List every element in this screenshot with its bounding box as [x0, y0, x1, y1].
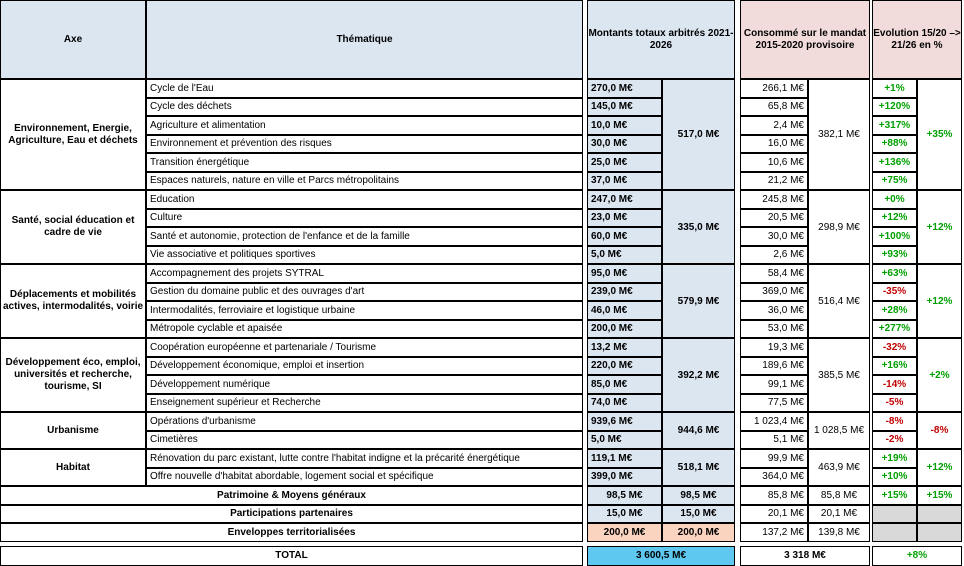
montant-value: 46,0 M€ — [587, 301, 662, 320]
consomme-total: 20,1 M€ — [808, 505, 870, 524]
axe-label: Urbanisme — [0, 412, 146, 449]
montant-value: 5,0 M€ — [587, 431, 662, 450]
evolution-value: +19% — [872, 449, 917, 468]
consomme-value: 20,5 M€ — [740, 209, 808, 228]
header-consomme: Consommé sur le mandat 2015-2020 provisoire — [740, 0, 870, 79]
thematique-label: Développement économique, emploi et insertion — [146, 357, 583, 376]
montant-value: 200,0 M€ — [587, 320, 662, 339]
consomme-value: 137,2 M€ — [740, 523, 808, 542]
montant-value: 119,1 M€ — [587, 449, 662, 468]
montant-value: 37,0 M€ — [587, 172, 662, 191]
thematique-label: Gestion du domaine public et des ouvrages d'art — [146, 283, 583, 302]
thematique-label: Transition énergétique — [146, 153, 583, 172]
thematique-label: Cimetières — [146, 431, 583, 450]
montant-value: 270,0 M€ — [587, 79, 662, 98]
montant-value: 25,0 M€ — [587, 153, 662, 172]
montant-value: 13,2 M€ — [587, 338, 662, 357]
montant-value: 200,0 M€ — [587, 523, 662, 542]
evolution-value: -14% — [872, 375, 917, 394]
evolution-total: +12% — [917, 449, 962, 486]
evolution-value: +0% — [872, 190, 917, 209]
single-label: Participations partenaires — [0, 505, 583, 524]
consomme-value: 245,8 M€ — [740, 190, 808, 209]
consomme-value: 85,8 M€ — [740, 486, 808, 505]
consomme-value: 19,3 M€ — [740, 338, 808, 357]
evolution-value: +1% — [872, 79, 917, 98]
total-label: TOTAL — [0, 546, 583, 566]
thematique-label: Offre nouvelle d'habitat abordable, logement social et spécifique — [146, 468, 583, 487]
evolution-value: +10% — [872, 468, 917, 487]
evolution-value: +63% — [872, 264, 917, 283]
axe-label: Santé, social éducation et cadre de vie — [0, 190, 146, 264]
montant-value: 30,0 M€ — [587, 135, 662, 154]
single-label: Patrimoine & Moyens généraux — [0, 486, 583, 505]
montant-value: 15,0 M€ — [587, 505, 662, 524]
evolution-value: +75% — [872, 172, 917, 191]
header-montants: Montants totaux arbitrés 2021-2026 — [587, 0, 735, 79]
consomme-value: 77,5 M€ — [740, 394, 808, 413]
axe-label: Développement éco, emploi, universités et recherche, tourisme, SI — [0, 338, 146, 412]
total-evolution: +8% — [872, 546, 962, 566]
montant-total: 15,0 M€ — [662, 505, 735, 524]
evolution-value: +28% — [872, 301, 917, 320]
thematique-label: Cycle de l'Eau — [146, 79, 583, 98]
consomme-total: 85,8 M€ — [808, 486, 870, 505]
thematique-label: Opérations d'urbanisme — [146, 412, 583, 431]
montant-value: 74,0 M€ — [587, 394, 662, 413]
montant-value: 220,0 M€ — [587, 357, 662, 376]
thematique-label: Culture — [146, 209, 583, 228]
montant-value: 399,0 M€ — [587, 468, 662, 487]
evolution-value: -5% — [872, 394, 917, 413]
thematique-label: Environnement et prévention des risques — [146, 135, 583, 154]
consomme-value: 53,0 M€ — [740, 320, 808, 339]
consomme-total: 516,4 M€ — [808, 264, 870, 338]
evolution-value: -35% — [872, 283, 917, 302]
thematique-label: Vie associative et politiques sportives — [146, 246, 583, 265]
axe-label: Habitat — [0, 449, 146, 486]
evolution-value: +12% — [872, 209, 917, 228]
consomme-value: 21,2 M€ — [740, 172, 808, 191]
consomme-value: 65,8 M€ — [740, 98, 808, 117]
consomme-value: 364,0 M€ — [740, 468, 808, 487]
montant-value: 23,0 M€ — [587, 209, 662, 228]
montant-value: 247,0 M€ — [587, 190, 662, 209]
consomme-value: 10,6 M€ — [740, 153, 808, 172]
evolution-value — [872, 505, 917, 524]
montant-total: 518,1 M€ — [662, 449, 735, 486]
thematique-label: Métropole cyclable et apaisée — [146, 320, 583, 339]
consomme-value: 369,0 M€ — [740, 283, 808, 302]
montant-value: 5,0 M€ — [587, 246, 662, 265]
consomme-value: 30,0 M€ — [740, 227, 808, 246]
montant-value: 10,0 M€ — [587, 116, 662, 135]
consomme-value: 36,0 M€ — [740, 301, 808, 320]
evolution-value: +136% — [872, 153, 917, 172]
evolution-total — [917, 505, 962, 524]
evolution-total: +15% — [917, 486, 962, 505]
evolution-value: -32% — [872, 338, 917, 357]
evolution-value: +15% — [872, 486, 917, 505]
evolution-total: -8% — [917, 412, 962, 449]
evolution-total: +12% — [917, 190, 962, 264]
header-axe: Axe — [0, 0, 146, 79]
montant-total: 392,2 M€ — [662, 338, 735, 412]
montant-value: 98,5 M€ — [587, 486, 662, 505]
thematique-label: Santé et autonomie, protection de l'enfance et de la famille — [146, 227, 583, 246]
montant-total: 944,6 M€ — [662, 412, 735, 449]
consomme-value: 1 023,4 M€ — [740, 412, 808, 431]
evolution-value: +277% — [872, 320, 917, 339]
thematique-label: Agriculture et alimentation — [146, 116, 583, 135]
consomme-total: 385,5 M€ — [808, 338, 870, 412]
evolution-value: +16% — [872, 357, 917, 376]
evolution-total: +12% — [917, 264, 962, 338]
evolution-value: -2% — [872, 431, 917, 450]
thematique-label: Intermodalités, ferroviaire et logistique urbaine — [146, 301, 583, 320]
evolution-total: +2% — [917, 338, 962, 412]
evolution-total — [917, 523, 962, 542]
consomme-value: 189,6 M€ — [740, 357, 808, 376]
total-montant: 3 600,5 M€ — [587, 546, 735, 566]
evolution-value: -8% — [872, 412, 917, 431]
consomme-value: 20,1 M€ — [740, 505, 808, 524]
consomme-value: 16,0 M€ — [740, 135, 808, 154]
axe-label: Déplacements et mobilités actives, intermodalités, voirie — [0, 264, 146, 338]
consomme-total: 1 028,5 M€ — [808, 412, 870, 449]
consomme-value: 266,1 M€ — [740, 79, 808, 98]
evolution-value: +100% — [872, 227, 917, 246]
consomme-value: 99,1 M€ — [740, 375, 808, 394]
consomme-value: 2,6 M€ — [740, 246, 808, 265]
consomme-value: 5,1 M€ — [740, 431, 808, 450]
header-thematique: Thématique — [146, 0, 583, 79]
thematique-label: Accompagnement des projets SYTRAL — [146, 264, 583, 283]
evolution-value: +93% — [872, 246, 917, 265]
montant-total: 335,0 M€ — [662, 190, 735, 264]
evolution-value: +317% — [872, 116, 917, 135]
total-consomme: 3 318 M€ — [740, 546, 870, 566]
consomme-value: 2,4 M€ — [740, 116, 808, 135]
evolution-value: +88% — [872, 135, 917, 154]
montant-value: 85,0 M€ — [587, 375, 662, 394]
consomme-value: 58,4 M€ — [740, 264, 808, 283]
montant-total: 200,0 M€ — [662, 523, 735, 542]
consomme-total: 139,8 M€ — [808, 523, 870, 542]
thematique-label: Education — [146, 190, 583, 209]
thematique-label: Cycle des déchets — [146, 98, 583, 117]
montant-total: 98,5 M€ — [662, 486, 735, 505]
montant-total: 579,9 M€ — [662, 264, 735, 338]
evolution-value: +120% — [872, 98, 917, 117]
consomme-total: 382,1 M€ — [808, 79, 870, 190]
single-label: Enveloppes territorialisées — [0, 523, 583, 542]
evolution-total: +35% — [917, 79, 962, 190]
thematique-label: Coopération européenne et partenariale / Tourisme — [146, 338, 583, 357]
thematique-label: Espaces naturels, nature en ville et Parcs métropolitains — [146, 172, 583, 191]
evolution-value — [872, 523, 917, 542]
montant-total: 517,0 M€ — [662, 79, 735, 190]
montant-value: 60,0 M€ — [587, 227, 662, 246]
thematique-label: Enseignement supérieur et Recherche — [146, 394, 583, 413]
montant-value: 939,6 M€ — [587, 412, 662, 431]
consomme-value: 99,9 M€ — [740, 449, 808, 468]
montant-value: 145,0 M€ — [587, 98, 662, 117]
montant-value: 239,0 M€ — [587, 283, 662, 302]
consomme-total: 463,9 M€ — [808, 449, 870, 486]
montant-value: 95,0 M€ — [587, 264, 662, 283]
axe-label: Environnement, Energie, Agriculture, Eau et déchets — [0, 79, 146, 190]
thematique-label: Rénovation du parc existant, lutte contre l'habitat indigne et la précarité énergétique — [146, 449, 583, 468]
header-evolution: Evolution 15/20 –> 21/26 en % — [872, 0, 962, 79]
thematique-label: Développement numérique — [146, 375, 583, 394]
consomme-total: 298,9 M€ — [808, 190, 870, 264]
